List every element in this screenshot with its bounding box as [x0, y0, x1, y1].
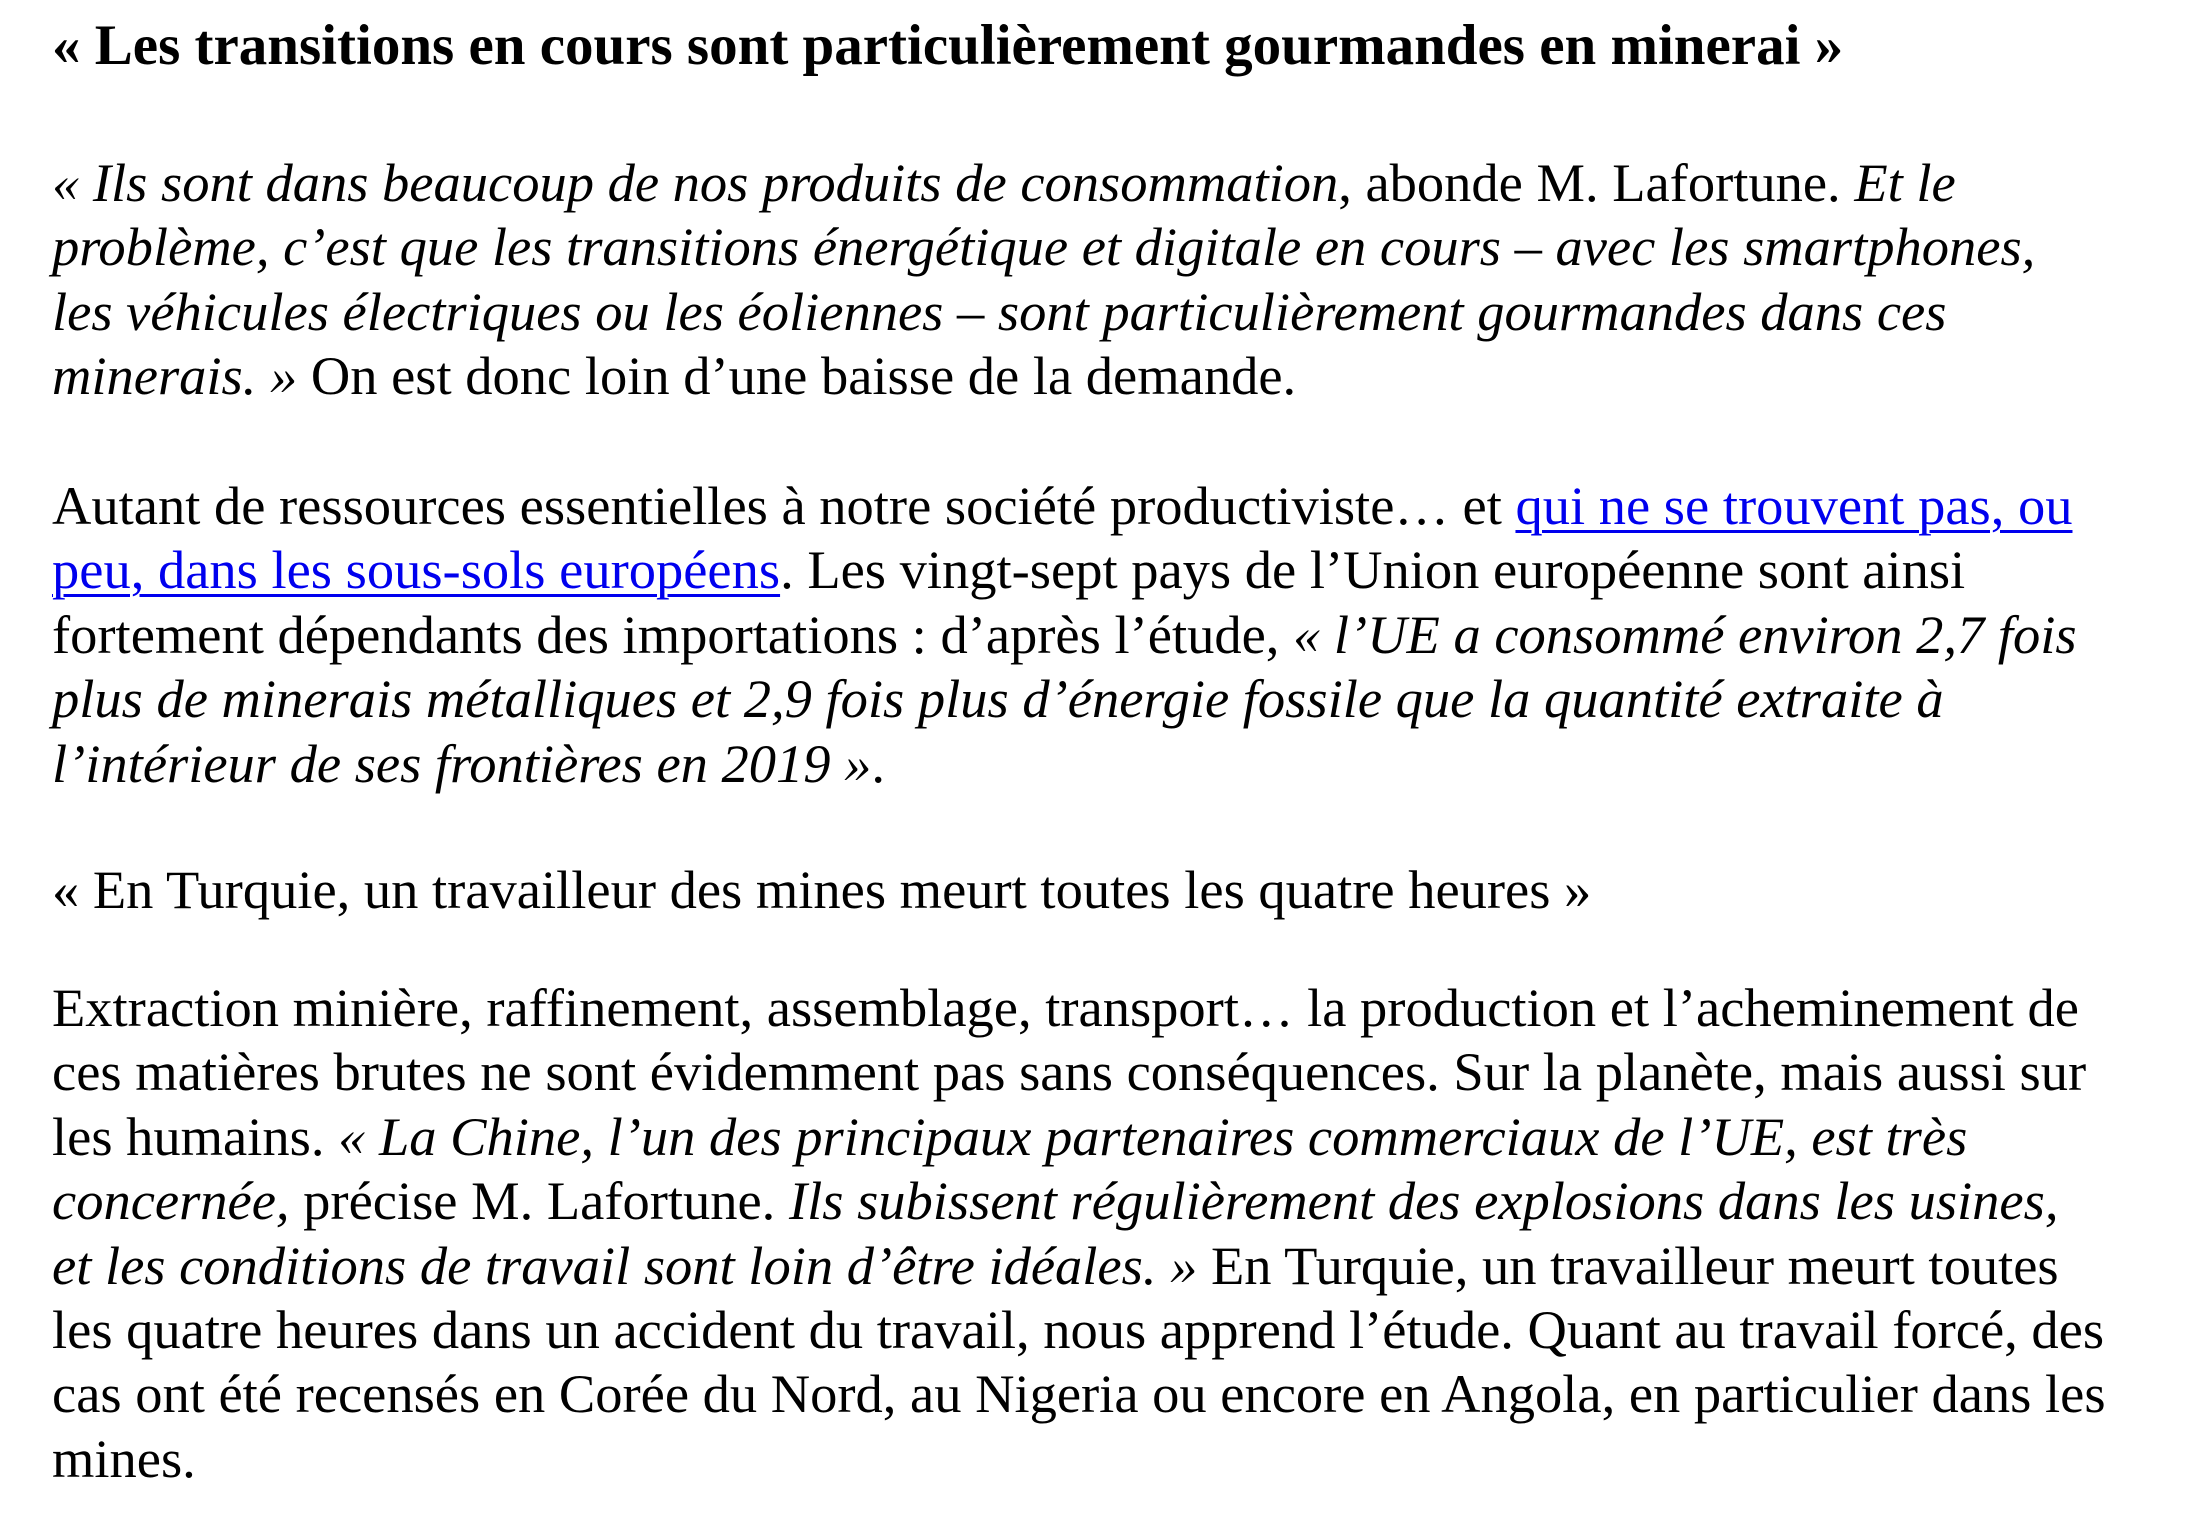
- text-line: [52, 858, 1591, 922]
- inline-link[interactable]: qui ne se trouvent pas, ou: [1515, 475, 2073, 536]
- italic-quote-text: les véhicules électriques ou les éoliennes – sont particulièrement gourmandes dans ces: [52, 280, 1947, 342]
- body-text: mines.: [52, 1427, 196, 1489]
- text-line: [52, 732, 885, 796]
- text-line: [52, 1105, 1967, 1169]
- text-line: [52, 1169, 2058, 1233]
- body-text: précise M. Lafortune.: [289, 1170, 789, 1232]
- italic-quote-text: Ils subissent régulièrement des explosions dans les usines,: [788, 1170, 2059, 1232]
- body-text: cas ont été recensés en Corée du Nord, au Nigeria ou encore en Angola, en particulier dans les: [52, 1363, 2106, 1425]
- body-text: ces matières brutes ne sont évidemment pas sans conséquences. Sur la planète, mais aussi sur: [52, 1041, 2087, 1103]
- body-text: Extraction minière, raffinement, assemblage, transport… la production et l’acheminement de: [52, 977, 2079, 1038]
- text-line: [52, 215, 2035, 279]
- body-text: On est donc loin d’une baisse de la demande.: [297, 345, 1297, 407]
- text-line: [52, 1427, 196, 1491]
- italic-quote-text: Et le: [1854, 152, 1956, 213]
- body-text: Autant de ressources essentielles à notre société productiviste… et: [52, 475, 1516, 536]
- text-line: [52, 1040, 2086, 1104]
- text-line: [52, 667, 1944, 731]
- body-text: les quatre heures dans un accident du travail, nous apprend l’étude. Quant au travail forcé, des: [52, 1299, 2105, 1360]
- body-text: .: [871, 732, 886, 794]
- body-text: « Les transitions en cours sont particulièrement gourmandes en minerai »: [52, 14, 1844, 77]
- text-line: [52, 1362, 2106, 1426]
- text-line: [52, 474, 2072, 538]
- italic-quote-text: minerais. »: [52, 345, 298, 407]
- text-line: [52, 14, 1843, 78]
- italic-quote-text: concernée,: [52, 1170, 290, 1232]
- text-line: [52, 976, 2079, 1040]
- italic-quote-text: « Ils sont dans beaucoup de nos produits de consommation: [52, 152, 1339, 213]
- italic-quote-text: et les conditions de travail sont loin d’être idéales. »: [52, 1234, 1198, 1296]
- body-text: . Les vingt-sept pays de l’Union européenne sont ainsi: [780, 539, 1966, 601]
- body-text: , abonde M. Lafortune.: [1338, 152, 1855, 213]
- italic-quote-text: « l’UE a consommé environ 2,7 fois: [1293, 603, 2077, 665]
- italic-quote-text: « La Chine, l’un des principaux partenaires commerciaux de l’UE, est très: [338, 1105, 1968, 1167]
- text-line: [52, 538, 1965, 602]
- text-line: [52, 151, 1956, 215]
- body-text: « En Turquie, un travailleur des mines meurt toutes les quatre heures »: [52, 859, 1592, 920]
- text-line: [52, 280, 1946, 344]
- text-line: [52, 603, 2077, 667]
- text-line: [52, 344, 1296, 408]
- text-line: [52, 1234, 2059, 1298]
- body-text: les humains.: [52, 1105, 339, 1167]
- italic-quote-text: problème, c’est que les transitions énergétique et digitale en cours – avec les smartphones,: [52, 216, 2036, 278]
- body-text: En Turquie, un travailleur meurt toutes: [1197, 1234, 2059, 1296]
- body-text: fortement dépendants des importations : d’après l’étude,: [52, 603, 1294, 665]
- inline-link[interactable]: peu, dans les sous-sols européens: [52, 539, 781, 601]
- italic-quote-text: l’intérieur de ses frontières en 2019 »: [52, 732, 872, 794]
- italic-quote-text: plus de minerais métalliques et 2,9 fois plus d’énergie fossile que la quantité extraite à: [52, 668, 1944, 730]
- text-line: [52, 1298, 2104, 1362]
